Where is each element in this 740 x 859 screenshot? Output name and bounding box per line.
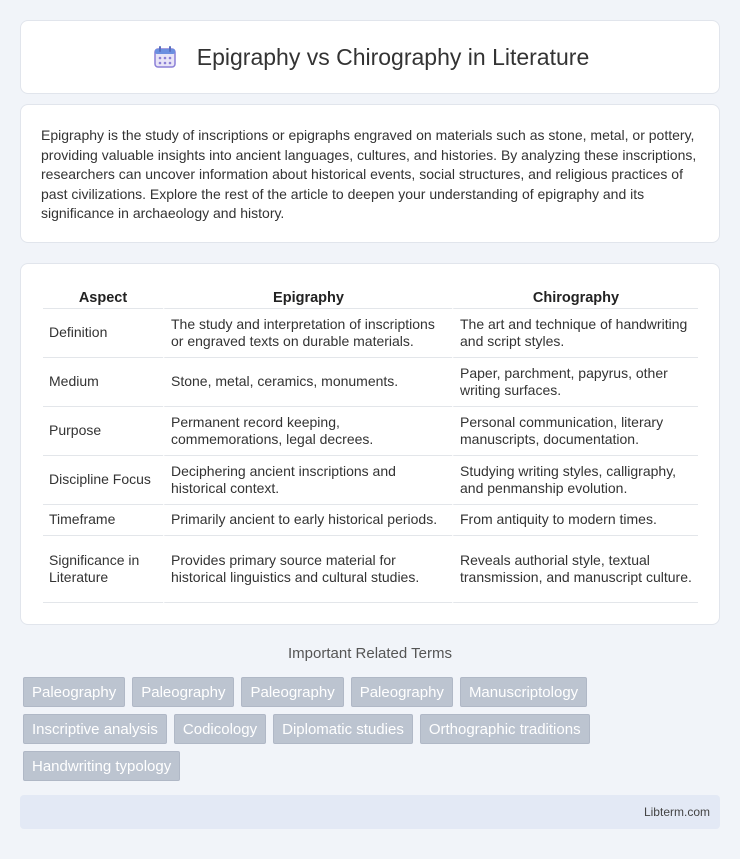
table-cell-chirography: The art and technique of handwriting and script styles.	[452, 309, 698, 358]
table-cell-epigraphy: Stone, metal, ceramics, monuments.	[163, 358, 452, 407]
table-cell-epigraphy: The study and interpretation of inscriptions or engraved texts on durable materials.	[163, 309, 452, 358]
header-chirography: Chirography	[452, 286, 698, 309]
related-term-tag[interactable]: Paleography	[132, 677, 234, 707]
related-term-tag[interactable]: Orthographic traditions	[420, 714, 590, 744]
related-term-tag[interactable]: Handwriting typology	[23, 751, 180, 781]
table-cell-epigraphy: Deciphering ancient inscriptions and historical context.	[163, 456, 452, 505]
table-cell-aspect: Significance in Literature	[43, 536, 163, 603]
table-cell-aspect: Definition	[43, 309, 163, 358]
header-aspect: Aspect	[43, 286, 163, 309]
table-row	[43, 358, 698, 407]
table-cell-aspect: Medium	[43, 358, 163, 407]
related-terms-list	[23, 677, 723, 788]
table-cell-aspect: Timeframe	[43, 505, 163, 536]
related-term-tag[interactable]: Paleography	[23, 677, 125, 707]
intro-paragraph: Epigraphy is the study of inscriptions or epigraphs engraved on materials such as stone, metal, or pottery, providing valuable insights into ancient languages, cultures, and histories. By analyzing these inscriptions, researchers can uncover information about historical events, social structures, and religious practices of past civilizations. Explore the rest of the article to deepen your understanding of epigraphy and its significance in archaeology and history.	[41, 127, 697, 222]
related-term-tag[interactable]: Diplomatic studies	[273, 714, 413, 744]
related-term-tag[interactable]: Paleography	[351, 677, 453, 707]
table-row	[43, 407, 698, 456]
intro-card	[20, 104, 720, 243]
page-title: Epigraphy vs Chirography in Literature	[196, 43, 590, 70]
related-term-tag[interactable]: Paleography	[241, 677, 343, 707]
table-header-row	[43, 286, 698, 309]
related-term-tag[interactable]: Manuscriptology	[460, 677, 587, 707]
footer-site-name[interactable]: Libterm.com	[643, 805, 710, 819]
table-cell-aspect: Purpose	[43, 407, 163, 456]
table-cell-chirography: Personal communication, literary manuscripts, documentation.	[452, 407, 698, 456]
table-row	[43, 536, 698, 603]
calendar-icon	[151, 43, 179, 71]
table-cell-chirography: From antiquity to modern times.	[452, 505, 698, 536]
table-cell-aspect: Discipline Focus	[43, 456, 163, 505]
comparison-table	[43, 286, 698, 603]
table-cell-epigraphy: Provides primary source material for historical linguistics and cultural studies.	[163, 536, 452, 603]
table-cell-chirography: Studying writing styles, calligraphy, and penmanship evolution.	[452, 456, 698, 505]
related-terms-heading: Important Related Terms	[288, 645, 452, 662]
comparison-card	[20, 263, 720, 625]
table-cell-epigraphy: Primarily ancient to early historical periods.	[163, 505, 452, 536]
table-cell-chirography: Paper, parchment, papyrus, other writing surfaces.	[452, 358, 698, 407]
header-epigraphy: Epigraphy	[163, 286, 452, 309]
related-term-tag[interactable]: Inscriptive analysis	[23, 714, 167, 744]
table-cell-chirography: Reveals authorial style, textual transmission, and manuscript culture.	[452, 536, 698, 603]
title-card	[20, 20, 720, 94]
related-term-tag[interactable]: Codicology	[174, 714, 266, 744]
table-row	[43, 309, 698, 358]
table-cell-epigraphy: Permanent record keeping, commemorations, legal decrees.	[163, 407, 452, 456]
table-row	[43, 505, 698, 536]
footer	[20, 795, 720, 829]
table-row	[43, 456, 698, 505]
